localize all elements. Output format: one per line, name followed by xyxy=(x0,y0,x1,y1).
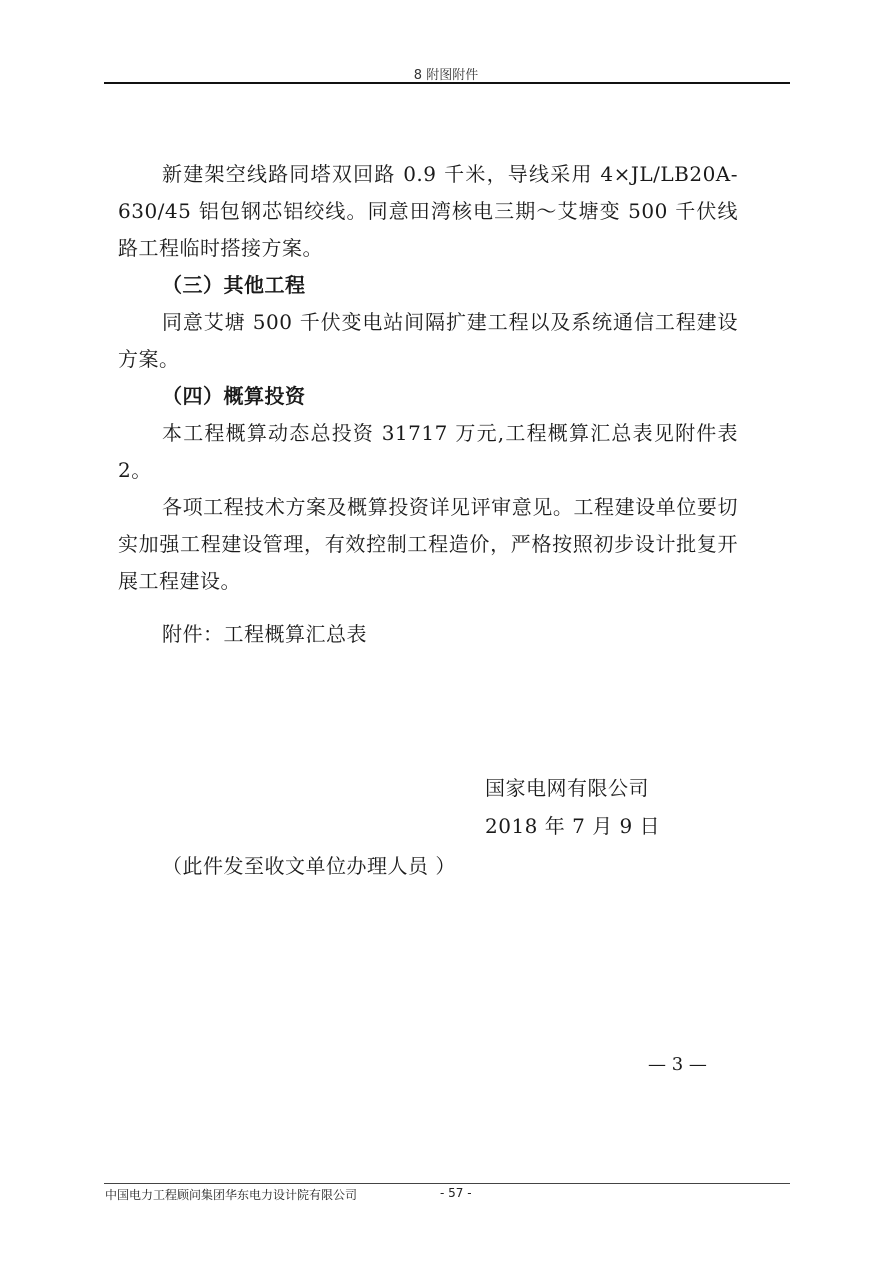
paragraph-other-projects: 同意艾塘 500 千伏变电站间隔扩建工程以及系统通信工程建设方案。 xyxy=(118,310,738,371)
footer-divider xyxy=(104,1183,790,1184)
footer-company: 中国电力工程顾问集团华东电力设计院有限公司 xyxy=(105,1188,358,1202)
section-heading-other-projects: （三）其他工程 xyxy=(162,273,306,297)
signature-organization: 国家电网有限公司 xyxy=(485,776,649,800)
document-body xyxy=(118,156,738,600)
header-divider xyxy=(104,82,790,84)
running-header-title: 8 附图附件 xyxy=(413,68,479,83)
page-number: — 3 — xyxy=(648,1054,707,1075)
footer-page-number: - 57 - xyxy=(440,1186,472,1200)
paragraph-budget: 本工程概算动态总投资 31717 万元,工程概算汇总表见附件表2。 xyxy=(118,421,738,482)
paragraph-overhead-line: 新建架空线路同塔双回路 0.9 千米，导线采用 4×JL/LB20A-630/45 铝包钢芯铝绞线。同意田湾核电三期～艾塘变 500 千伏线路工程临时搭接方案。 xyxy=(118,162,738,260)
paragraph-management: 各项工程技术方案及概算投资详见评审意见。工程建设单位要切实加强工程建设管理，有效控制工程造价，严格按照初步设计批复开展工程建设。 xyxy=(118,495,738,593)
section-heading-budget: （四）概算投资 xyxy=(162,384,306,408)
signature-date: 2018 年 7 月 9 日 xyxy=(485,814,661,838)
distribution-note: （此件发至收文单位办理人员 ） xyxy=(162,854,456,878)
attachment-line: 附件：工程概算汇总表 xyxy=(162,622,367,646)
